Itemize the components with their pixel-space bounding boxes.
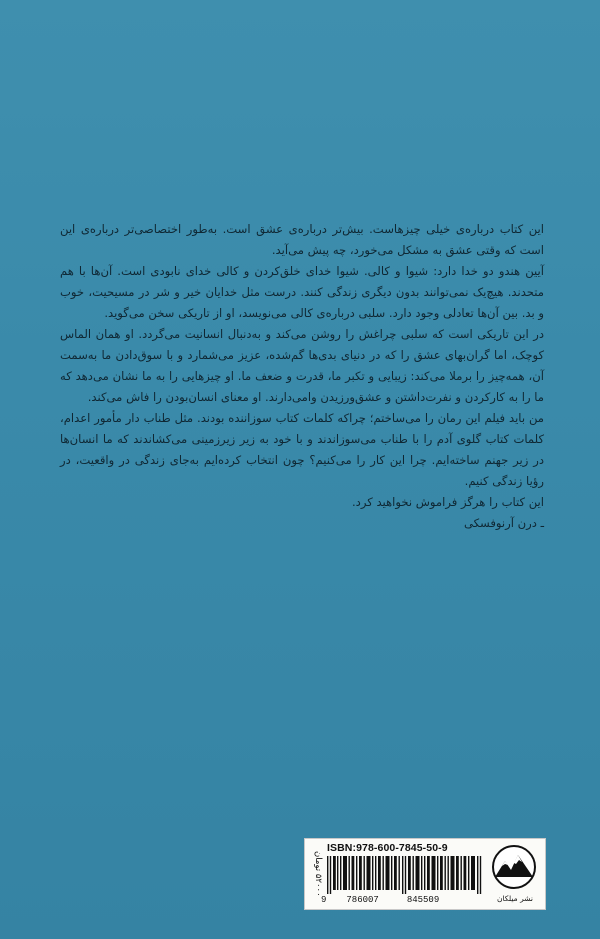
blurb-signature: ـ درن آرنوفسکی: [463, 516, 544, 530]
blurb-paragraph: آیین هندو دو خدا دارد: شیوا و کالی. شیوا خدای خلق‌کردن و کالی خدای نابودی است. آن‌ها با هم متحدند. هیچ‌یک نمی‌توانند بدون دیگری زندگی کنند. درست مثل خدایان خیر و شر در مسیحیت، خوب و بد. بین آن‌ها تعادلی وجود دارد. سلبی درباره‌ی کالی می‌نویسد، او از تاریکی سخن می‌گوید.: [60, 264, 544, 320]
barcode-digit-group: 9: [321, 895, 327, 905]
barcode-box: [304, 838, 546, 910]
blurb-paragraph: من باید فیلم این رمان را می‌ساختم؛ چراکه کلمات کتاب سوزاننده بودند. مثل طناب دار مأمور اعدام، کلمات کتاب گلوی آدم را با طناب می‌سوزاندند و با خود به زیر زیرزمینی می‌کشاندند که ما انسان‌ها در زیر جهنم ساخته‌ایم. چرا این کار را می‌کنیم؟ چون انتخاب کرده‌ایم به‌جای زندگی در واقعیت، در رؤیا زندگی کنیم.: [60, 411, 544, 488]
barcode-digit-group: 845509: [406, 895, 440, 905]
blurb-text: [60, 219, 544, 534]
price-label: ۵۲۰۰۰ تومان: [313, 851, 323, 897]
isbn-label: ISBN:978-600-7845-50-9: [327, 842, 448, 854]
blurb-paragraph: این کتاب را هرگز فراموش نخواهید کرد.: [352, 495, 544, 509]
blurb-paragraph: در این تاریکی است که سلبی چراغش را روشن می‌کند و به‌دنبال انسانیت می‌گردد. او همان الماس کوچک، اما گران‌بهای عشق را که در دنیای بدی‌ها گم‌شده، عزیز می‌شمارد و با سوق‌دادن ما به‌سمت آن، همه‌چیز را برملا می‌کند: زیبایی و تکبر ما، قدرت و ضعف ما. او چیزهایی را به ما نشان می‌دهد که ما را به کارکردن و نفرت‌داشتن و عشق‌ورزیدن وامی‌دارند. او معنای انسان‌بودن را فاش می‌کند.: [60, 327, 544, 404]
barcode-icon: [327, 856, 483, 894]
barcode-digit-group: 786007: [346, 895, 379, 905]
publisher-name: نشر میلکان: [497, 894, 533, 903]
blurb-paragraph: این کتاب درباره‌ی خیلی چیزهاست. بیش‌تر درباره‌ی عشق است. به‌طور اختصاصی‌تر درباره‌ی این است که وقتی عشق به مشکل می‌خورد، چه پیش می‌آید.: [60, 222, 544, 257]
barcode-digits: [321, 895, 483, 905]
